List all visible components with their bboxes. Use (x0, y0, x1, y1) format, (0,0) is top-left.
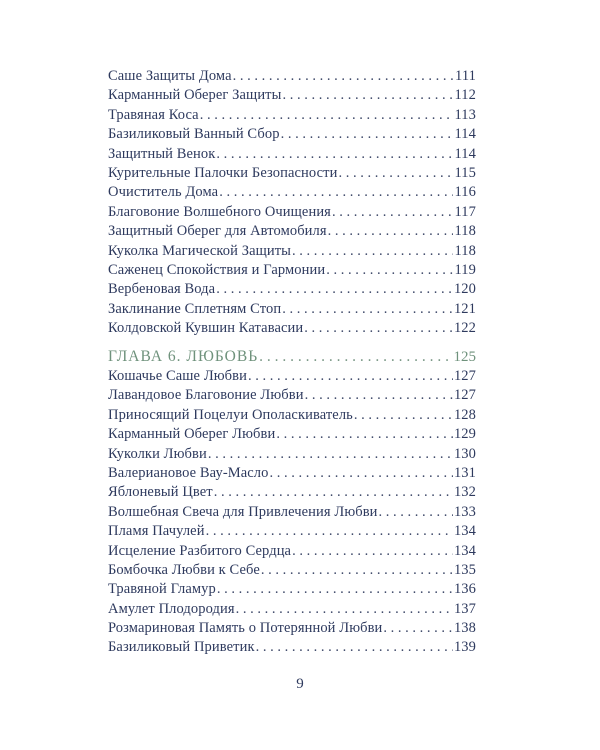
toc-entry[interactable] (108, 407, 476, 426)
dot-leader (292, 243, 453, 260)
toc-entry-title: Куколка Магической Защиты (108, 242, 292, 259)
dot-leader (270, 465, 453, 482)
toc-entry-page: 116 (454, 184, 476, 201)
toc-entry-title: Бомбочка Любви к Себе (108, 561, 260, 578)
toc-entry-title: Очиститель Дома (108, 184, 219, 201)
toc-entry[interactable] (108, 87, 476, 106)
toc-entry-page: 111 (455, 68, 476, 84)
toc-entry-title: Валериановое Вау-Масло (108, 464, 269, 481)
toc-entry[interactable] (108, 562, 476, 581)
toc-entry[interactable] (108, 484, 476, 503)
dot-leader (282, 87, 453, 104)
toc-entry[interactable] (108, 223, 476, 242)
toc-entry[interactable] (108, 446, 476, 465)
dot-leader (338, 165, 453, 182)
dot-leader (214, 484, 453, 501)
toc-entry[interactable] (108, 68, 476, 87)
dot-leader (379, 504, 453, 521)
toc-entry-title: Саженец Спокойствия и Гармонии (108, 261, 326, 278)
toc-entry[interactable] (108, 281, 476, 300)
toc-entry-page: 128 (453, 406, 476, 423)
dot-leader (332, 204, 454, 221)
dot-leader (233, 68, 454, 85)
toc-entry[interactable] (108, 581, 476, 600)
toc-entry-page: 133 (453, 503, 476, 520)
toc-entry-page: 118 (454, 223, 476, 240)
toc-chapter-heading[interactable] (108, 348, 476, 368)
toc-entry-page: 135 (453, 561, 476, 578)
toc-entry-title: Колдовской Кувшин Катавасии (108, 320, 304, 337)
toc-entry-title: Курительные Палочки Безопасности (108, 164, 338, 181)
toc-entry-title: Заклинание Сплетням Стоп (108, 300, 282, 317)
toc-entry[interactable] (108, 204, 476, 223)
toc-entry-page: 113 (454, 106, 476, 123)
chapter-title: ГЛАВА 6. ЛЮБОВЬ (108, 348, 259, 365)
toc-entry-page: 120 (453, 281, 476, 298)
toc-entry-page: 112 (454, 87, 476, 104)
dot-leader (281, 126, 454, 143)
dot-leader (256, 639, 453, 656)
dot-leader (200, 107, 454, 124)
dot-leader (208, 446, 453, 463)
toc-section-love (108, 348, 476, 659)
toc-entry[interactable] (108, 601, 476, 620)
toc-entry-title: Вербеновая Вода (108, 281, 216, 298)
toc-entry[interactable] (108, 184, 476, 203)
toc-entry[interactable] (108, 146, 476, 165)
toc-entry-page: 132 (453, 484, 476, 501)
toc-entry-page: 130 (453, 445, 476, 462)
toc-entry-title: Куколки Любви (108, 445, 207, 462)
toc-entry-title: Волшебная Свеча для Привлечения Любви (108, 503, 378, 520)
dot-leader (383, 620, 453, 637)
toc-entry-page: 139 (453, 639, 476, 656)
toc-entry-page: 127 (453, 387, 476, 404)
toc-entry-title: Амулет Плодородия (108, 600, 235, 617)
toc-entry[interactable] (108, 426, 476, 445)
toc-entry-title: Травяная Коса (108, 106, 199, 123)
dot-leader (259, 348, 452, 366)
toc-entry-title: Саше Защиты Дома (108, 68, 232, 84)
toc-entry-title: Карманный Оберег Защиты (108, 87, 282, 104)
toc-entry[interactable] (108, 262, 476, 281)
dot-leader (304, 320, 453, 337)
toc-entry[interactable] (108, 165, 476, 184)
toc-entry-title: Приносящий Поцелуи Ополаскиватель (108, 406, 353, 423)
dot-leader (328, 223, 454, 240)
dot-leader (354, 407, 453, 424)
toc-entry-title: Защитный Венок (108, 145, 216, 162)
dot-leader (282, 301, 453, 318)
toc-entry-title: Базиликовый Ванный Сбор (108, 126, 280, 143)
toc-entry-title: Карманный Оберег Любви (108, 426, 276, 443)
toc-entry-page: 118 (454, 242, 476, 259)
dot-leader (276, 426, 453, 443)
toc-entry-page: 134 (453, 542, 476, 559)
dot-leader (219, 184, 453, 201)
toc-entry-page: 129 (453, 426, 476, 443)
chapter-page: 125 (453, 349, 476, 365)
dot-leader (206, 523, 453, 540)
dot-leader (236, 601, 453, 618)
toc-entry[interactable] (108, 107, 476, 126)
toc-entry[interactable] (108, 523, 476, 542)
toc-entry-page: 138 (453, 620, 476, 637)
toc-entry-title: Благовоние Волшебного Очищения (108, 203, 331, 220)
toc-entry-page: 114 (454, 145, 476, 162)
dot-leader (305, 387, 453, 404)
toc-entry[interactable] (108, 639, 476, 658)
toc-entry[interactable] (108, 465, 476, 484)
toc-entry-title: Яблоневый Цвет (108, 484, 213, 501)
toc-entry-title: Травяной Гламур (108, 581, 216, 598)
toc-entry-page: 115 (454, 164, 476, 181)
toc-entry-page: 134 (453, 523, 476, 540)
toc-entry-title: Базиликовый Приветик (108, 639, 255, 656)
toc-entry[interactable] (108, 504, 476, 523)
toc-entry-page: 131 (453, 464, 476, 481)
page-number: 9 (296, 676, 304, 692)
toc-entry-title: Лавандовое Благовоние Любви (108, 387, 304, 404)
toc-entry-title: Пламя Пачулей (108, 523, 205, 540)
dot-leader (326, 262, 453, 279)
toc-entry-title: Защитный Оберег для Автомобиля (108, 223, 327, 240)
toc-entry[interactable] (108, 320, 476, 339)
toc-entry-page: 137 (453, 600, 476, 617)
dot-leader (292, 543, 453, 560)
dot-leader (216, 281, 453, 298)
toc-entry[interactable] (108, 387, 476, 406)
toc-entry-page: 122 (453, 320, 476, 337)
toc-entry-title: Исцеление Разбитого Сердца (108, 542, 292, 559)
toc-entry-page: 127 (453, 368, 476, 384)
toc-entry-page: 121 (453, 300, 476, 317)
toc-entry-page: 117 (454, 203, 476, 220)
toc-entry[interactable] (108, 126, 476, 145)
toc-entry[interactable] (108, 620, 476, 639)
toc-entry-page: 114 (454, 126, 476, 143)
toc-entry[interactable] (108, 368, 476, 387)
toc-section-protection (108, 68, 476, 339)
toc-entry[interactable] (108, 301, 476, 320)
dot-leader (248, 368, 453, 385)
toc-entry-title: Розмариновая Память о Потерянной Любви (108, 620, 383, 637)
dot-leader (217, 581, 453, 598)
dot-leader (216, 146, 453, 163)
toc-entry[interactable] (108, 543, 476, 562)
toc-entry-title: Кошачье Саше Любви (108, 368, 247, 384)
dot-leader (261, 562, 453, 579)
toc-entry[interactable] (108, 243, 476, 262)
toc-entry-page: 136 (453, 581, 476, 598)
toc-entry-page: 119 (454, 261, 476, 278)
